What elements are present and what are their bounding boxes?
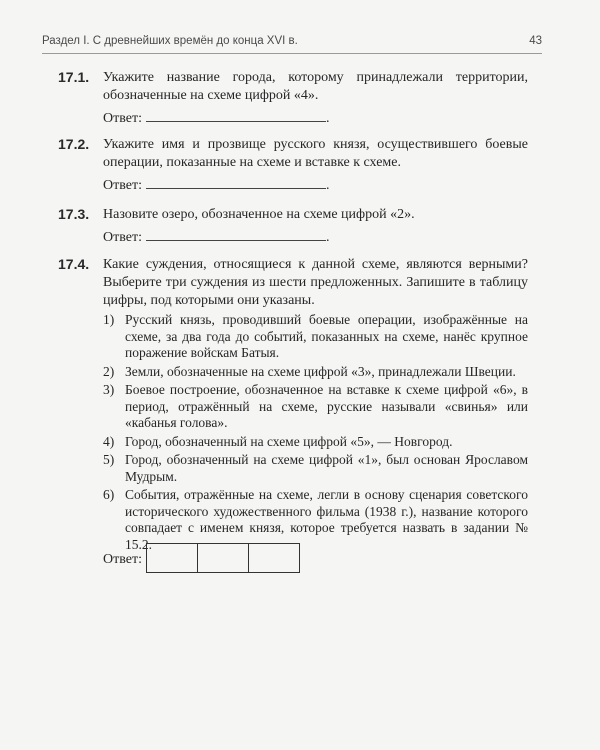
- task-number: 17.4.: [58, 256, 90, 272]
- option-number: 3): [103, 382, 115, 397]
- option-text: Город, обозначенный на схеме цифрой «1», был основан Ярославом Мудрым.: [125, 452, 528, 484]
- answer-cell[interactable]: [198, 544, 249, 572]
- task-number: 17.1.: [58, 69, 90, 85]
- option-text: События, отражённые на схеме, легли в основу сценария советского исторического художественного фильма (1938 г.), название которого совпадает с именем князя, которое требуется назвать в задании № 15.2.: [125, 487, 528, 552]
- option-number: 4): [103, 433, 115, 449]
- option-item: [103, 364, 528, 381]
- answer-blank[interactable]: [146, 176, 326, 189]
- option-item: [103, 434, 528, 451]
- task-17-3: [58, 206, 528, 224]
- task-text: Укажите имя и прозвище русского князя, осуществившего боевые операции, показанные на схеме и вставке к схеме.: [103, 137, 528, 170]
- option-number: 1): [103, 312, 115, 327]
- task-17-1: [58, 69, 528, 105]
- answer-cells: [146, 543, 300, 573]
- option-text: Земли, обозначенные на схеме цифрой «3», принадлежали Швеции.: [125, 363, 516, 379]
- task-number: 17.2.: [58, 136, 90, 152]
- task-text: Какие суждения, относящиеся к данной схеме, являются верными? Выберите три суждения из шести предложенных. Запишите в таблицу цифры, под которыми они указаны.: [103, 257, 528, 308]
- task-17-4: [58, 256, 528, 310]
- answer-label: Ответ:: [103, 111, 142, 126]
- option-number: 5): [103, 452, 115, 467]
- answer-field-17-3[interactable]: Ответ: .: [103, 230, 330, 245]
- option-item: [103, 312, 528, 362]
- answer-cell[interactable]: [249, 544, 299, 572]
- task-17-2: [58, 136, 528, 172]
- answer-blank[interactable]: [146, 109, 326, 122]
- option-number: 2): [103, 363, 115, 379]
- option-text: Боевое построение, обозначенное на вставке к схеме цифрой «6», в период, отражённый на схеме, русские называли «свинья» или «кабанья голова».: [125, 382, 528, 430]
- task-text: Укажите название города, которому принадлежали территории, обозначенные на схеме цифрой «4».: [103, 70, 528, 103]
- option-text: Русский князь, проводивший боевые операции, изображённые на схеме, за два года до событий, показанных на схеме, нанёс крупное поражение войскам Батыя.: [125, 312, 528, 360]
- section-title: Раздел I. С древнейших времён до конца XVI в.: [42, 35, 298, 47]
- answer-field-17-2[interactable]: Ответ: .: [103, 178, 330, 193]
- task-text: Назовите озеро, обозначенное на схеме цифрой «2».: [103, 207, 415, 222]
- answer-field-17-1[interactable]: Ответ: .: [103, 111, 330, 126]
- option-text: Город, обозначенный на схеме цифрой «5», — Новгород.: [125, 433, 453, 449]
- answer-label: Ответ:: [103, 552, 142, 567]
- option-number: 6): [103, 487, 115, 502]
- page-header: [42, 31, 542, 54]
- option-item: [103, 382, 528, 432]
- answer-blank[interactable]: [146, 228, 326, 241]
- answer-label: Ответ:: [103, 230, 142, 245]
- option-item: [103, 452, 528, 485]
- answer-cell[interactable]: [147, 544, 198, 572]
- answer-label: Ответ:: [103, 178, 142, 193]
- task-number: 17.3.: [58, 206, 90, 222]
- judgement-options: [103, 312, 528, 553]
- page-number: 43: [529, 35, 542, 47]
